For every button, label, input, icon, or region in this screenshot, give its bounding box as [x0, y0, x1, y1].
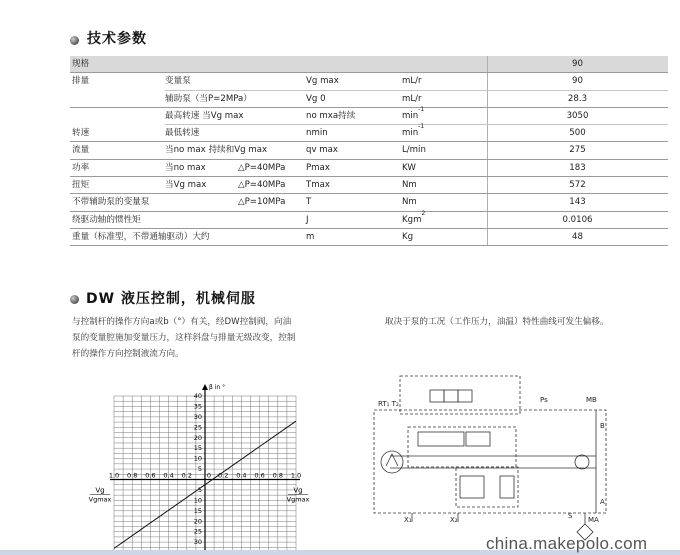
spec-cell-c3: m [306, 231, 315, 242]
column-divider [487, 73, 488, 90]
spec-cell-c5: 28.3 [567, 93, 588, 104]
port-label-ps: Ps [540, 396, 548, 404]
spec-table-row [70, 209, 668, 229]
watermark: china.makepolo.com [486, 534, 648, 553]
spec-header-value: 90 [572, 59, 583, 69]
spec-cell-c1: 排量 [72, 76, 90, 87]
y-tick-label: 10 [193, 496, 202, 505]
section-title-specs: 技术参数 [87, 31, 147, 47]
valve-block [458, 390, 472, 402]
spec-cell-c4: Kg [402, 231, 414, 242]
spec-cell-c1: 重量（标准型，不带通轴驱动）大约 [72, 231, 210, 242]
spec-cell-condition: △P=40MPa [238, 162, 286, 173]
spec-cell-c1: 功率 [72, 162, 90, 173]
column-divider [487, 229, 488, 246]
y-tick-label: 30 [193, 412, 202, 421]
spec-header-label: 规格 [72, 59, 90, 69]
spec-table-row [70, 194, 668, 211]
spec-cell-c5: 572 [569, 180, 586, 191]
y-tick-label: 5 [197, 485, 202, 494]
y-tick-label: 25 [193, 423, 202, 432]
valve-block [430, 390, 444, 402]
x-tick-label: 0.2 [218, 471, 229, 480]
y-tick-label: 5 [197, 465, 202, 474]
column-divider [487, 212, 488, 229]
x-tick-label: 0 [206, 471, 212, 480]
spec-cell-c1: 不带辅助泵的变量泵 [72, 197, 150, 208]
x-label-left-denominator: Vgmax [88, 495, 112, 504]
spec-cell-c5: 90 [572, 76, 583, 87]
x-tick-label: 1.0 [108, 471, 120, 480]
x-tick-label: 0.6 [145, 471, 156, 480]
spec-cell-c5: 183 [569, 162, 586, 173]
description-line: 杆的操作方向控制液流方向。 [72, 349, 184, 359]
spec-cell-c2: 最高转速 当Vg max [165, 110, 244, 121]
spec-cell-c4: mL/r [402, 93, 422, 104]
y-axis-arrow [202, 384, 208, 390]
description-left [72, 314, 295, 362]
section-bullet-icon [70, 295, 79, 304]
spec-table-header [70, 56, 668, 73]
x-tick-label: 0.2 [181, 471, 192, 480]
y-tick-label: 15 [193, 444, 202, 453]
spec-cell-c5: 275 [569, 145, 586, 156]
spec-cell-c2: 辅助泵（当P=2MPa） [165, 93, 252, 104]
spec-cell-c3: T [306, 197, 312, 208]
spec-table-row [70, 142, 668, 159]
x-tick-label: 0.4 [236, 471, 247, 480]
spec-cell-c5: 48 [572, 231, 583, 242]
relief-valve [460, 476, 484, 498]
y-tick-label: 20 [193, 517, 202, 526]
spec-cell-c5: 3050 [566, 110, 589, 121]
relief-valve-boundary [456, 467, 518, 507]
spec-cell-c3: Vg max [306, 76, 339, 87]
spec-table-row [70, 73, 668, 90]
spec-cell-c2: 当no max 持续和Vg max [165, 145, 268, 156]
spec-cell-c4: $\min^{-1}$ [402, 123, 425, 139]
spec-cell-c3: Pmax [306, 162, 330, 173]
y-tick-label: 25 [193, 527, 202, 536]
spec-cell-c3: J [306, 214, 309, 225]
spec-table [70, 56, 668, 246]
column-divider [487, 177, 488, 194]
spec-cell-superscript: -1 [418, 123, 425, 131]
x-label-left-numerator: Vg [95, 486, 105, 495]
x-tick-label: 0.6 [254, 471, 265, 480]
x-tick-label: 1.0 [290, 471, 302, 480]
spec-cell-c1: 转速 [72, 128, 90, 139]
servo-valve [466, 432, 490, 446]
description-right: 取决于泵的工况（工作压力，油温）特性曲线可发生偏移。 [385, 317, 609, 327]
spec-cell-c1: 扭矩 [72, 180, 90, 191]
spec-cell-c4: $\min^{-1}$ [402, 106, 425, 121]
y-tick-label: 10 [193, 454, 202, 463]
port-label-x1: X₁ [404, 516, 412, 524]
section-bullet-icon [70, 36, 79, 45]
gauge-symbol [575, 455, 589, 469]
spec-table-row [70, 160, 668, 177]
spec-cell-c5: 143 [569, 197, 586, 208]
circuit-outer-boundary [374, 410, 606, 513]
spec-table-row [70, 177, 668, 194]
spec-cell-c4: mL/r [402, 76, 422, 87]
spec-table-row [70, 125, 668, 142]
x-tick-label: 0.8 [272, 471, 283, 480]
y-tick-label: 15 [193, 506, 202, 515]
port-label-s: S [568, 512, 573, 520]
x-label-right-numerator: Vg [293, 486, 303, 495]
x-tick-label: 0.4 [163, 471, 174, 480]
spec-cell-c4: KW [402, 162, 416, 173]
y-tick-label: 40 [193, 392, 202, 400]
valve-block [444, 390, 458, 402]
spec-cell-condition: △P=40MPa [238, 180, 286, 191]
y-tick-label: 35 [193, 402, 202, 411]
x-tick-label: 0.8 [127, 471, 138, 480]
servo-cylinder [418, 432, 464, 446]
spec-cell-c4: Nm [402, 197, 417, 208]
port-label-rt: RT₁ T₂ [378, 400, 399, 408]
column-divider [487, 160, 488, 177]
spec-cell-c1: 绕驱动轴的惯性矩 [72, 214, 141, 225]
port-label-mb: MB [586, 396, 597, 404]
y-tick-label: 20 [193, 433, 202, 442]
port-label-b: B [600, 422, 605, 430]
description-line: 与控制杆的操作方向a或b（°）有关，经DW控制阀，向油 [72, 317, 292, 327]
spec-cell-superscript: -1 [418, 106, 425, 114]
spec-cell-superscript: 2 [421, 209, 426, 217]
spec-cell-c1: 流量 [72, 145, 90, 156]
spec-cell-c3: Tmax [306, 180, 330, 191]
spec-cell-c2: 最低转速 [165, 128, 200, 139]
spec-table-row [70, 108, 668, 125]
spec-cell-condition: △P=10MPa [238, 197, 286, 208]
control-characteristic-chart [84, 382, 310, 555]
spec-cell-c4: Kgm$^2$ [402, 209, 426, 225]
spec-cell-c4: Nm [402, 180, 417, 191]
column-divider [487, 194, 488, 211]
spec-table-row [70, 229, 668, 246]
column-divider [487, 91, 488, 108]
spec-cell-c5: 500 [569, 128, 586, 139]
row-divider [70, 245, 668, 246]
y-axis-label: β in ° [209, 384, 226, 391]
port-label-ma: MA [588, 516, 599, 524]
spec-cell-c2: 当no max [165, 162, 206, 173]
spec-cell-c5: 0.0106 [562, 214, 593, 225]
servo-valve-boundary [408, 427, 516, 467]
hydraulic-circuit-diagram [360, 372, 620, 555]
control-valve-boundary [400, 376, 520, 414]
column-divider [487, 125, 488, 142]
spec-table-row [70, 91, 668, 108]
spec-cell-c3: Vg 0 [306, 93, 326, 104]
x-label-right-denominator: Vgmax [286, 495, 310, 504]
spec-cell-c3: no mxa持续 [306, 110, 356, 121]
check-valve [500, 476, 514, 498]
spec-cell-c4: L/min [402, 145, 426, 156]
column-divider [487, 56, 488, 73]
spec-cell-c3: nmin [306, 128, 328, 139]
spec-cell-c3: qv max [306, 145, 338, 156]
spec-cell-c2: 当Vg max [165, 180, 207, 191]
section-title-dw-control: DW 液压控制，机械伺服 [86, 291, 256, 307]
description-line: 泵的变量腔施加变量压力，这样斜盘与排量无级改变，控制 [72, 333, 296, 343]
spec-cell-c2: 变量泵 [165, 76, 191, 87]
column-divider [487, 142, 488, 159]
port-label-a: A [600, 498, 605, 506]
column-divider [487, 108, 488, 125]
port-label-x2: X₂ [450, 516, 458, 524]
y-tick-label: 30 [193, 538, 202, 547]
